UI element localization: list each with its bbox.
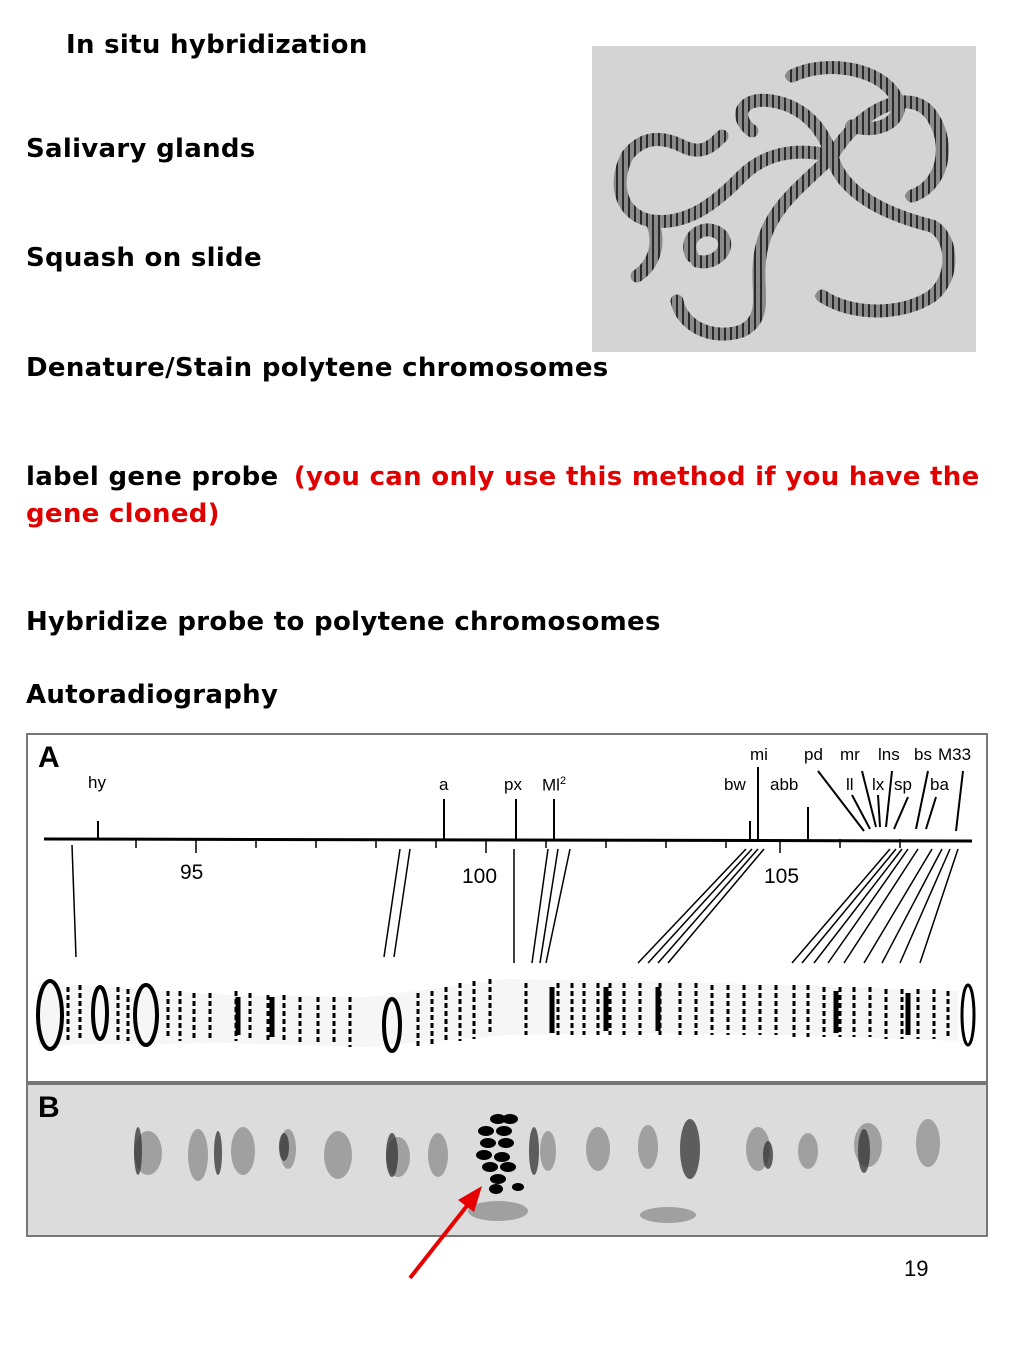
- page-number: 19: [904, 1256, 929, 1281]
- step-denature-stain: Denature/Stain polytene chromosomes: [26, 353, 609, 383]
- cloned-caveat-line1: (you can only use this method if you have the: [293, 462, 980, 492]
- gene-label-a: a: [439, 775, 449, 794]
- figure-panel-a: [26, 733, 988, 1083]
- panel-a-letter: A: [38, 741, 60, 774]
- gene-label-px: px: [504, 775, 522, 794]
- step-salivary-glands: Salivary glands: [26, 134, 256, 164]
- gene-label-ml-superscript: 2: [559, 775, 567, 787]
- gene-label-mi: mi: [750, 745, 768, 764]
- figure-panel-b-autoradiograph: [26, 1083, 988, 1237]
- gene-label-m33: M33: [938, 745, 972, 764]
- gene-label-ba: ba: [930, 775, 949, 794]
- step-hybridize: Hybridize probe to polytene chromosomes: [26, 607, 661, 637]
- panel-b-letter: B: [38, 1091, 60, 1124]
- autoradiograph-image: [28, 1085, 986, 1235]
- gene-label-mr: mr: [840, 745, 860, 764]
- gene-label-pd: pd: [804, 745, 823, 764]
- gene-label-lns: lns: [878, 745, 900, 764]
- gene-label-sp: sp: [894, 775, 912, 794]
- scale-label-105: 105: [764, 865, 800, 888]
- gene-label-ll: ll: [846, 775, 854, 794]
- cloned-caveat-line2: gene cloned): [26, 499, 220, 529]
- scale-label-100: 100: [462, 865, 498, 888]
- slide-title: In situ hybridization: [66, 30, 368, 60]
- red-arrow-icon: [400, 1178, 500, 1288]
- step-label-gene-probe: [26, 462, 980, 492]
- gene-label-bs: bs: [914, 745, 932, 764]
- gene-label-hy: hy: [88, 773, 106, 792]
- gene-label-abb: abb: [770, 775, 799, 794]
- chromosome-band-diagram: [38, 979, 974, 1051]
- step-autoradiography: Autoradiography: [26, 680, 279, 710]
- label-gene-probe-text: label gene probe: [26, 462, 279, 492]
- step-squash-on-slide: Squash on slide: [26, 243, 262, 273]
- gene-label-ml-text: Ml: [542, 775, 560, 795]
- gene-label-bw: bw: [724, 775, 746, 794]
- polytene-chromosome-micrograph: [592, 46, 976, 352]
- scale-label-95: 95: [180, 861, 204, 884]
- gene-label-ml: [542, 775, 566, 796]
- gene-label-lx: lx: [872, 775, 885, 794]
